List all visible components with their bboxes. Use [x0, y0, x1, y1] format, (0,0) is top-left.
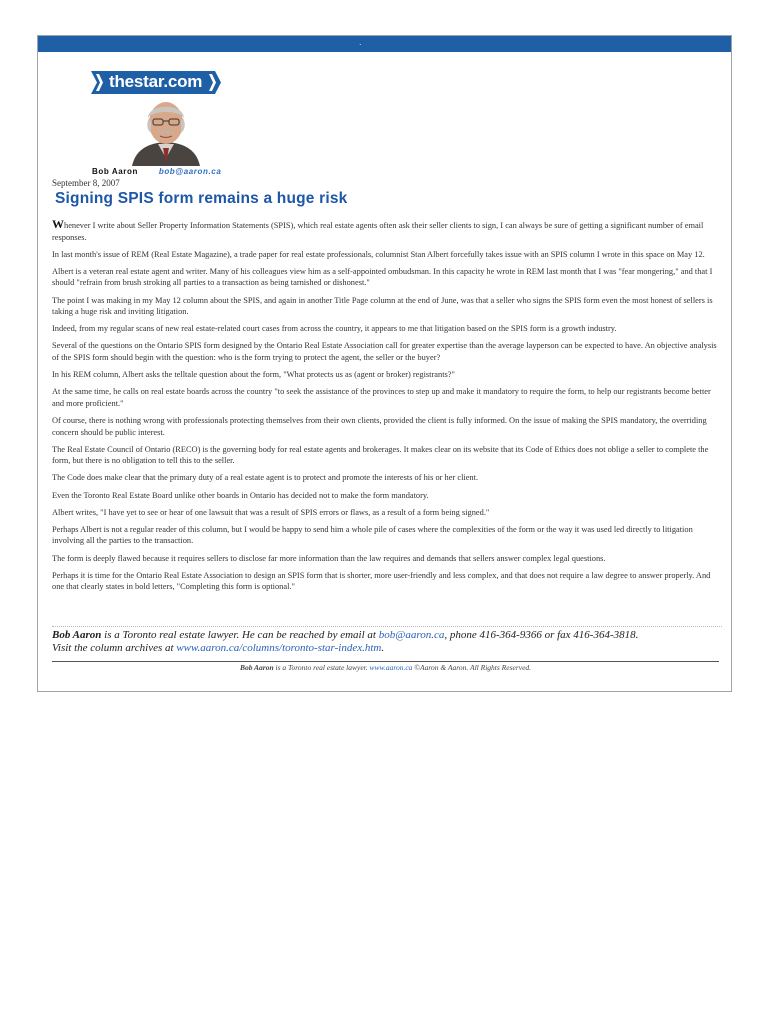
paragraph: Whenever I write about Seller Property Information Statements (SPIS), which real estate agents often ask their seller clients to sign, I can always be sure of getting a significant number of email responses.: [52, 217, 704, 242]
footer-website-link[interactable]: www.aaron.ca: [369, 663, 413, 672]
signature-name: Bob Aaron: [52, 629, 102, 641]
article-date: September 8, 2007: [52, 178, 120, 188]
paragraph: The point I was making in my May 12 column about the SPIS, and again in another Title Page column at the end of June, was that a seller who signs the SPIS form even the most honest of sellers is taking a huge risk and inviting litigation.: [52, 295, 713, 317]
paragraph: The Real Estate Council of Ontario (RECO) is the governing body for real estate agents and brokerages. It makes clear on its website that its Code of Ethics does not oblige a seller to complete the form, but there is no obligation to tell this to the seller.: [52, 444, 709, 466]
footer: Bob Aaron is a Toronto real estate lawyer. www.aaron.ca ©Aaron & Aaron. All Rights Reserved.: [239, 663, 532, 672]
paragraph: At the same time, he calls on real estate boards across the country "to seek the assistance of the provinces to step up and make it mandatory to require the form, to help our registrants become better and more proficient.": [52, 387, 711, 408]
author-signature: Bob Aaron is a Toronto real estate lawyer. He can be reached by email at bob@aaron.ca, phone 416-364-9366 or fax 416-364-3818. Visit the column archives at www.aaron.ca/columns/toronto-star-index.htm.: [52, 626, 722, 655]
paragraph: Albert is a veteran real estate agent and writer. Many of his colleagues view him as a self-appointed ombudsman. In this capacity he wrote in REM last month that I was "fear mongering," and that I should "refrain from brush stroking all parties to a transaction as being tarnished or dishonest.": [52, 266, 713, 288]
paragraph: Even the Toronto Real Estate Board unlike other boards in Ontario has decided not to make the form mandatory.: [52, 490, 429, 500]
article-body: [52, 219, 722, 599]
paragraph: In last month's issue of REM (Real Estate Magazine), a trade paper for real estate professionals, columnist Stan Albert forcefully takes issue with an SPIS column I wrote in this space on May 12.: [52, 249, 705, 259]
paragraph: The form is deeply flawed because it requires sellers to disclose far more information than the law requires and demands that sellers answer complex legal questions.: [52, 553, 606, 563]
drop-cap: W: [52, 217, 64, 231]
article-frame: [37, 35, 732, 692]
author-portrait: [118, 96, 214, 166]
article-headline: Signing SPIS form remains a huge risk: [55, 190, 348, 207]
top-banner: [38, 36, 731, 52]
paragraph: Indeed, from my regular scans of new real estate-related court cases from across the country, it appears to me that litigation based on the SPIS form is a growth industry.: [52, 324, 617, 334]
logo-text: thestar.com: [109, 72, 203, 91]
footer-name: Bob Aaron: [239, 663, 274, 672]
paragraph: In his REM column, Albert asks the telltale question about the form, "What protects us as (agent or broker) registrants?": [52, 370, 455, 380]
footer-divider: [52, 661, 719, 662]
thestar-logo[interactable]: [91, 71, 221, 94]
paragraph: Several of the questions on the Ontario SPIS form designed by the Ontario Real Estate Association call for greater expertise than the average layperson can be expected to have. An objective analysis of the SPIS form should begin with the question: who is the form trying to protect the agent, the seller or the buyer?: [52, 341, 717, 362]
paragraph: Perhaps Albert is not a regular reader of this column, but I would be happy to send him a whole pile of cases where the complexities of the form or the way it was used led directly to litigation involving all the parties to the transaction.: [52, 524, 693, 546]
byline: [92, 167, 221, 176]
top-mark: .: [359, 37, 362, 47]
paragraph: Of course, there is nothing wrong with professionals protecting themselves from their own clients, provided the client is fully informed. On the issue of making the SPIS mandatory, the overriding concern should be public interest.: [52, 416, 707, 437]
author-name: Bob Aaron: [92, 167, 138, 176]
archive-link[interactable]: www.aaron.ca/columns/toronto-star-index.htm: [176, 642, 382, 654]
paragraph: Perhaps it is time for the Ontario Real Estate Association to design an SPIS form that is shorter, more user-friendly and less complex, and that does not require a law degree to answer properly. And one that clearly states in bold letters, "Completing this form is optional.": [52, 570, 711, 592]
paragraph: Albert writes, "I have yet to see or hear of one lawsuit that was a result of SPIS errors or flaws, as a result of a form being signed.": [52, 507, 490, 517]
signature-email-link[interactable]: bob@aaron.ca: [378, 629, 445, 641]
paragraph: The Code does make clear that the primary duty of a real estate agent is to protect and promote the interests of his or her client.: [52, 473, 479, 483]
author-email-link[interactable]: bob@aaron.ca: [158, 167, 222, 176]
